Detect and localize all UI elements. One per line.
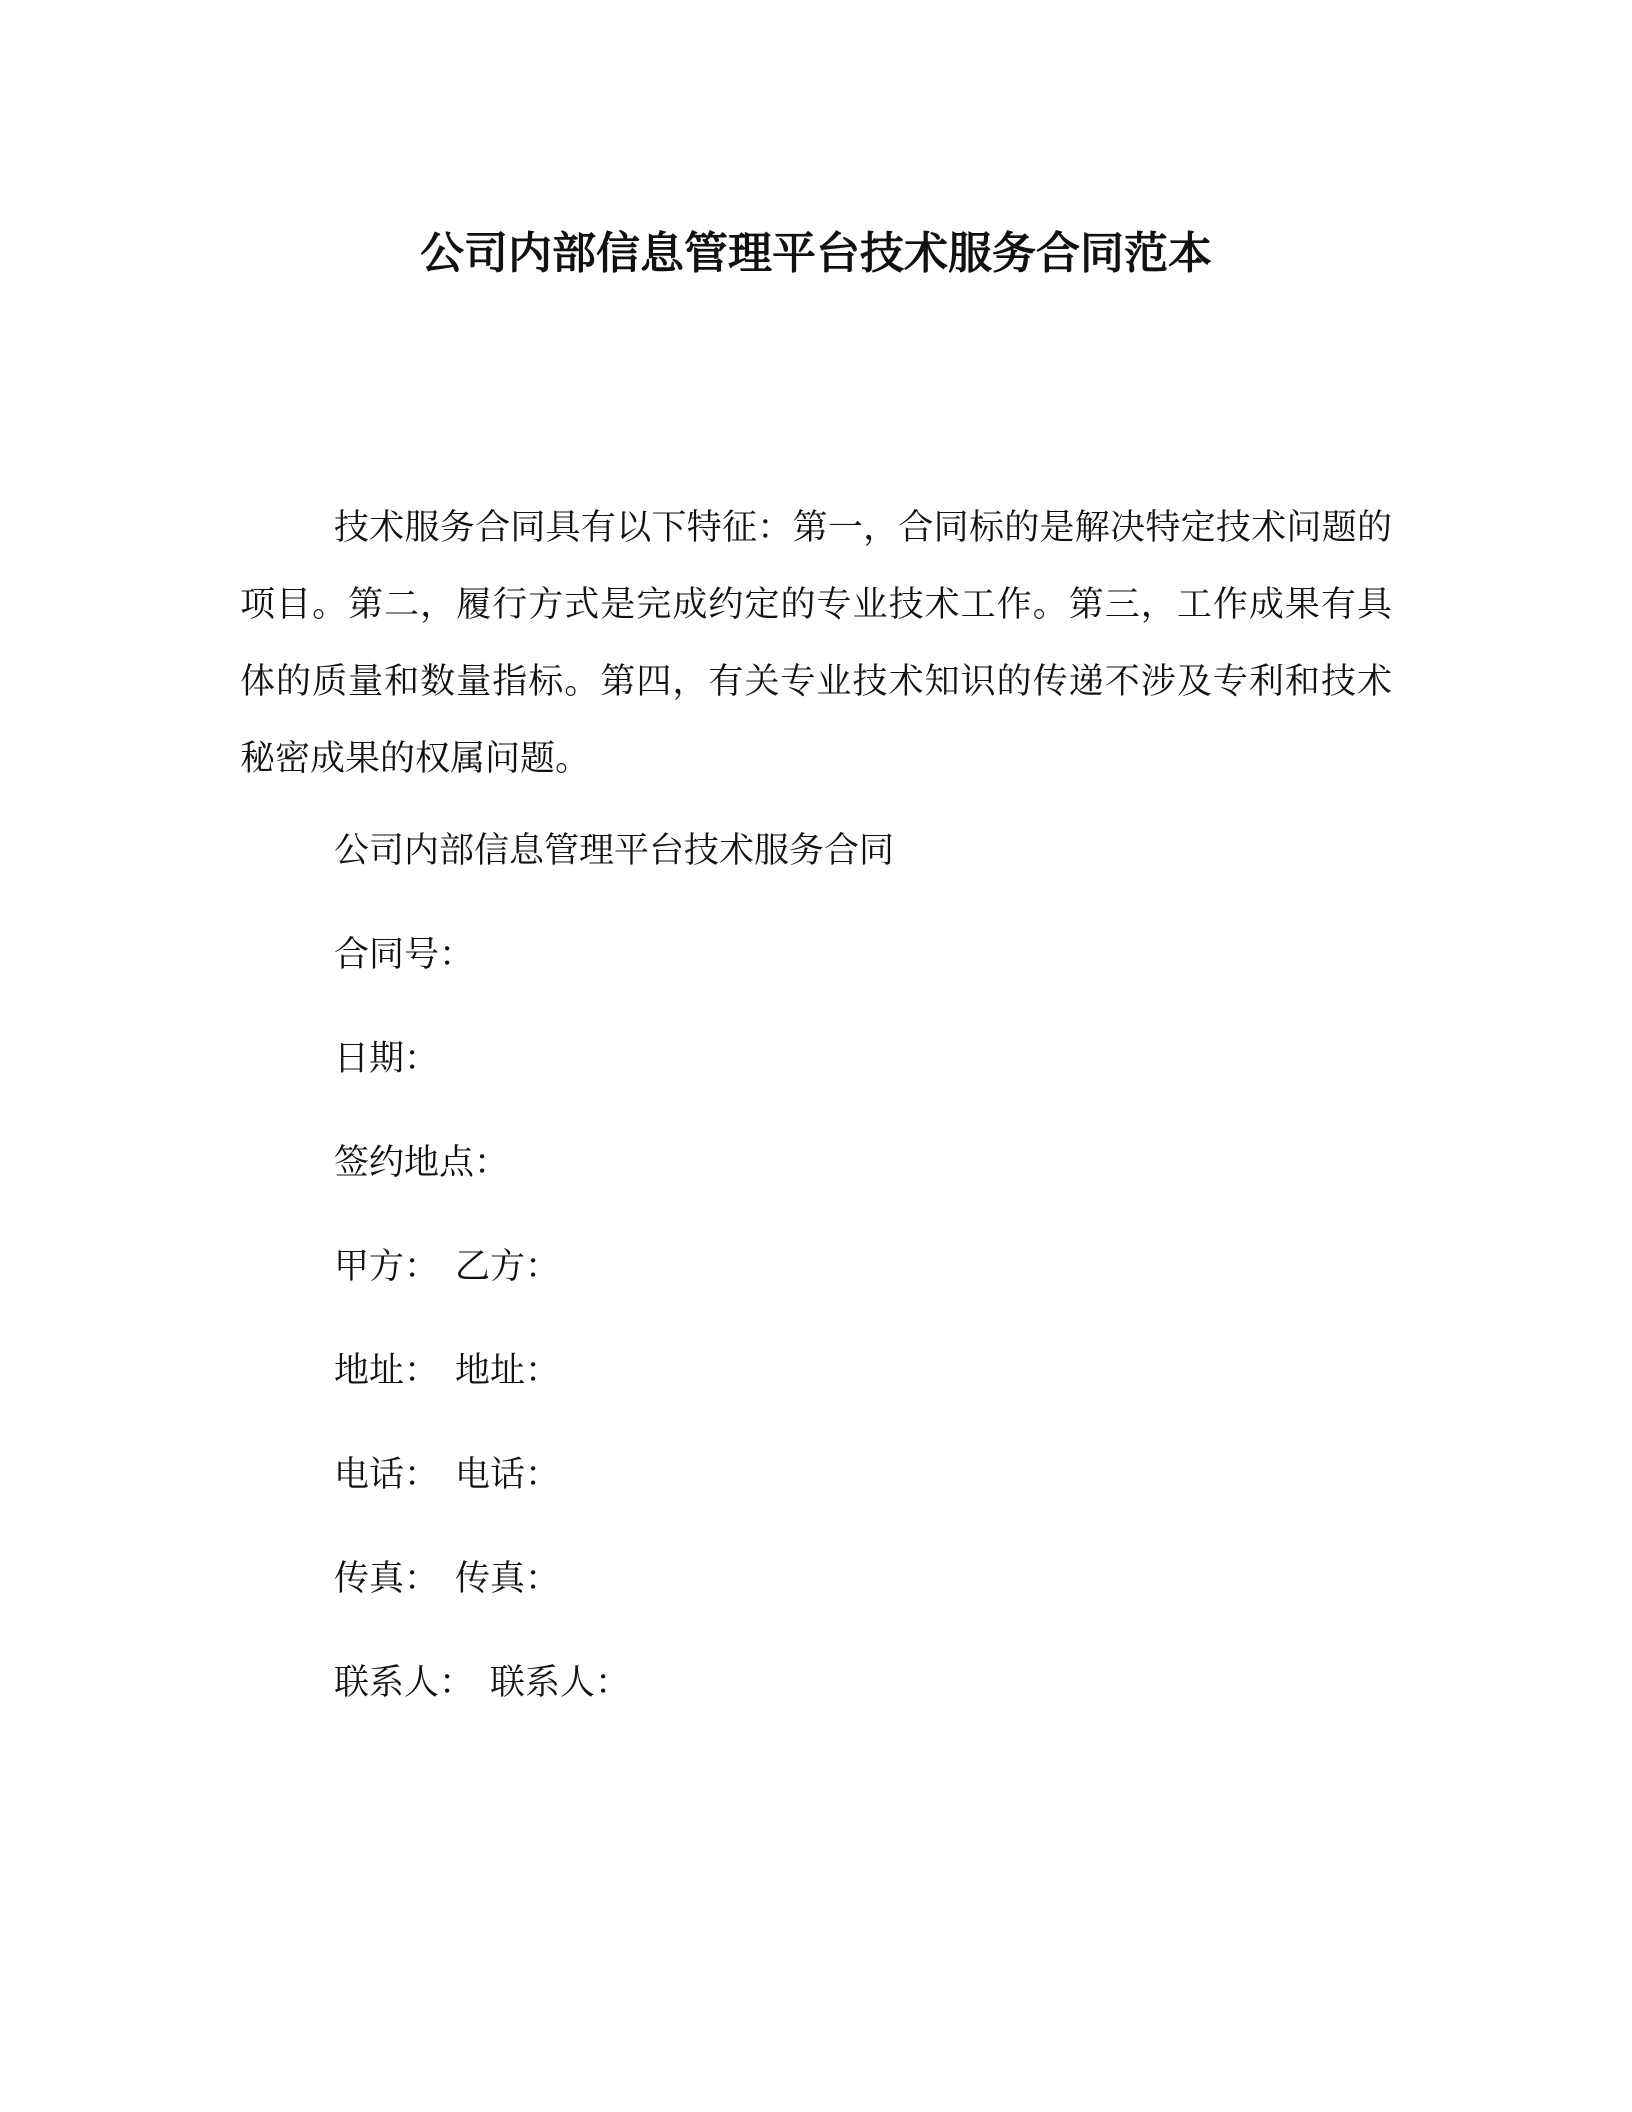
fax-a-label: 传真： xyxy=(334,1559,440,1599)
contact-a-label: 联系人： xyxy=(334,1663,475,1703)
phone-b-label: 电话： xyxy=(455,1455,561,1495)
contact-b-label: 联系人： xyxy=(490,1663,631,1703)
signing-place-label: 签约地点： xyxy=(334,1143,510,1183)
phone-line xyxy=(334,1450,560,1500)
party-a-label: 甲方： xyxy=(334,1247,440,1287)
contact-line xyxy=(334,1658,630,1708)
contract-heading: 公司内部信息管理平台技术服务合同 xyxy=(334,831,895,871)
address-line xyxy=(334,1346,560,1396)
document-title: 公司内部信息管理平台技术服务合同范本 xyxy=(420,228,1212,279)
address-b-label: 地址： xyxy=(455,1351,561,1391)
fax-b-label: 传真： xyxy=(455,1559,561,1599)
party-b-label: 乙方： xyxy=(455,1247,561,1287)
phone-a-label: 电话： xyxy=(334,1455,440,1495)
intro-paragraph: 技术服务合同具有以下特征：第一，合同标的是解决特定技术问题的项目。第二，履行方式是完成约定的专业技术工作。第三，工作成果有具体的质量和数量指标。第四，有关专业技术知识的传递不涉及专利和技术秘密成果的权属问题。 xyxy=(240,508,1392,779)
date-label: 日期： xyxy=(334,1039,440,1079)
address-a-label: 地址： xyxy=(334,1351,440,1391)
fax-line xyxy=(334,1554,560,1604)
party-line xyxy=(334,1242,560,1292)
contract-number-label: 合同号： xyxy=(334,935,475,975)
